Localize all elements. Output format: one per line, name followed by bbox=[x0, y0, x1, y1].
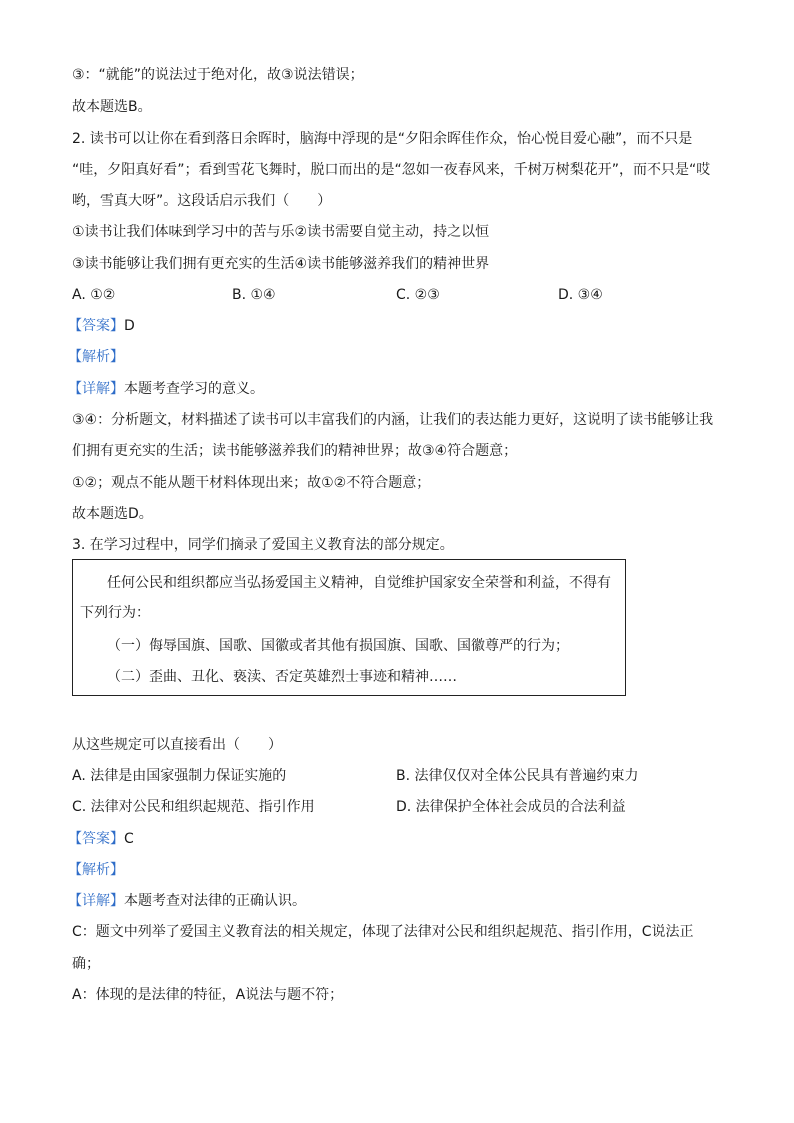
option-d: D. ③④ bbox=[558, 287, 603, 303]
box-text-line: （二）歪曲、丑化、亵渎、否定英雄烈士事迹和精神…… bbox=[107, 669, 457, 685]
analysis-tag: 【解析】 bbox=[68, 349, 124, 365]
option-b: B. ①④ bbox=[232, 287, 276, 303]
question-3-stem: 3. 在学习过程中，同学们摘录了爱国主义教育法的部分规定。 bbox=[72, 537, 454, 553]
analysis-text: 们拥有更充实的生活；读书能够滋养我们的精神世界；故③④符合题意； bbox=[72, 443, 518, 459]
statement-line: ①读书让我们体味到学习中的苦与乐②读书需要自觉主动，持之以恒 bbox=[72, 224, 490, 240]
option-a: A. ①② bbox=[72, 287, 116, 303]
analysis-text: 确； bbox=[72, 956, 100, 972]
option-b: B. 法律仅仅对全体公民具有普遍约束力 bbox=[396, 768, 639, 784]
answer-value: C bbox=[124, 831, 134, 847]
option-c: C. ②③ bbox=[396, 287, 440, 303]
detail-line bbox=[68, 379, 264, 399]
question-2-stem: 2. 读书可以让你在看到落日余晖时，脑海中浮现的是“夕阳余晖佳作众，怡心悦目爱心融”，而不只是 bbox=[72, 131, 693, 147]
text-line: 故本题选B。 bbox=[72, 99, 152, 115]
statement-line: ③读书能够让我们拥有更充实的生活④读书能够滋养我们的精神世界 bbox=[72, 256, 490, 272]
analysis-text: ①②；观点不能从题干材料体现出来；故①②不符合题意； bbox=[72, 475, 431, 491]
analysis-text: C：题文中列举了爱国主义教育法的相关规定，体现了法律对公民和组织起规范、指引作用，C说法正 bbox=[72, 924, 694, 940]
detail-line bbox=[68, 891, 306, 911]
option-d: D. 法律保护全体社会成员的合法利益 bbox=[396, 799, 626, 815]
quoted-regulation-box bbox=[72, 559, 626, 696]
option-a: A. 法律是由国家强制力保证实施的 bbox=[72, 768, 287, 784]
detail-tag: 【详解】 bbox=[68, 381, 124, 397]
analysis-tag: 【解析】 bbox=[68, 862, 124, 878]
analysis-text: 故本题选D。 bbox=[72, 506, 153, 522]
text-line: ③：“就能”的说法过于绝对化，故③说法错误； bbox=[72, 67, 364, 83]
answer-tag: 【答案】 bbox=[68, 831, 124, 847]
answer-line bbox=[68, 829, 134, 849]
detail-tag: 【详解】 bbox=[68, 893, 124, 909]
detail-text: 本题考查学习的意义。 bbox=[124, 381, 264, 397]
analysis-text: A：体现的是法律的特征，A说法与题不符； bbox=[72, 987, 344, 1003]
box-text-line: （一）侮辱国旗、国歌、国徽或者其他有损国旗、国歌、国徽尊严的行为； bbox=[107, 638, 569, 654]
answer-line bbox=[68, 316, 135, 336]
question-3-prompt: 从这些规定可以直接看出（ ） bbox=[72, 737, 282, 753]
option-c: C. 法律对公民和组织起规范、指引作用 bbox=[72, 799, 315, 815]
box-text-line: 任何公民和组织都应当弘扬爱国主义精神，自觉维护国家安全荣誉和利益，不得有 bbox=[107, 575, 611, 591]
analysis-text: ③④：分析题文，材料描述了读书可以丰富我们的内涵，让我们的表达能力更好，这说明了读书能够让我 bbox=[72, 412, 714, 428]
box-text-line: 下列行为： bbox=[80, 605, 150, 621]
text-line: “哇，夕阳真好看”；看到雪花飞舞时，脱口而出的是“忽如一夜春风来，千树万树梨花开”，而不只是“哎 bbox=[72, 162, 711, 178]
text-line: 哟，雪真大呀”。这段话启示我们（ ） bbox=[72, 193, 332, 209]
detail-text: 本题考查对法律的正确认识。 bbox=[124, 893, 306, 909]
answer-tag: 【答案】 bbox=[68, 318, 124, 334]
answer-value: D bbox=[124, 318, 135, 334]
